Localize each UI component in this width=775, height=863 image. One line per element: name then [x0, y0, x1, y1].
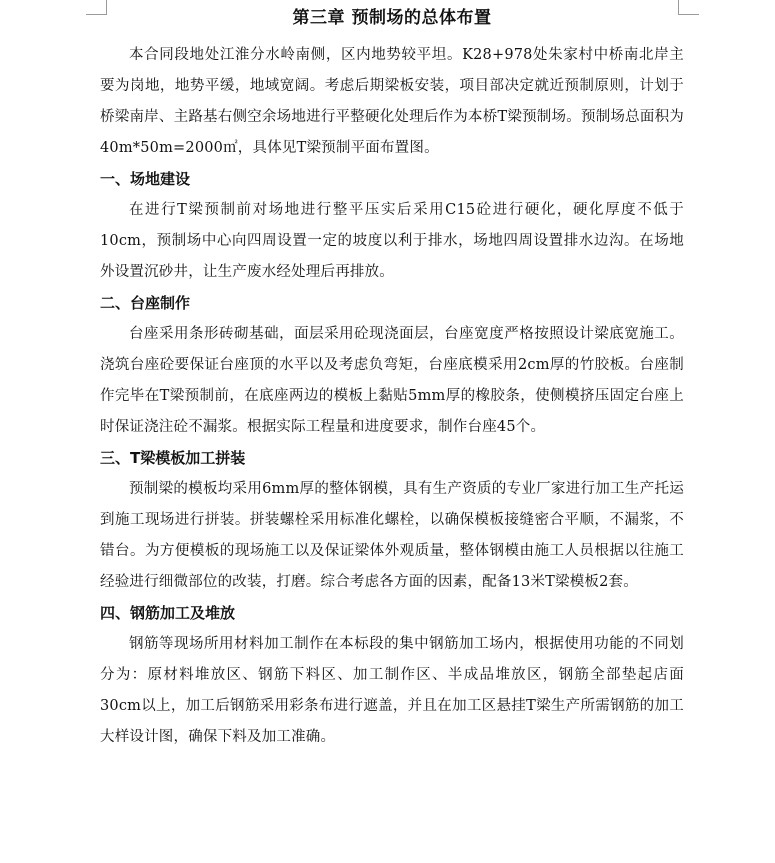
section-body-site: 在进行T梁预制前对场地进行整平压实后采用C15砼进行硬化，硬化厚度不低于10cm，预制场中心向四周设置一定的坡度以利于排水，场地四周设置排水边沟。在场地外设置沉砂井，让生产废水经处理后再排放。: [100, 202, 684, 280]
section-heading-pedestal: 二、台座制作: [100, 294, 191, 312]
chapter-title: 第三章 预制场的总体布置: [292, 8, 492, 28]
section-body-pedestal: 台座采用条形砖砌基础，面层采用砼现浇面层，台座宽度严格按照设计梁底宽施工。浇筑台座砼要保证台座顶的水平以及考虑负弯矩，台座底模采用2cm厚的竹胶板。台座制作完毕在T梁预制前，在底座两边的模板上黏贴5mm厚的橡胶条，使侧模挤压固定台座上时保证浇注砼不漏浆。根据实际工程量和进度要求，制作台座45个。: [100, 326, 684, 435]
section-heading-formwork: 三、T梁模板加工拼装: [100, 449, 246, 467]
section-heading-rebar: 四、钢筋加工及堆放: [100, 604, 236, 622]
section-body-rebar: 钢筋等现场所用材料加工制作在本标段的集中钢筋加工场内，根据使用功能的不同划分为：原材料堆放区、钢筋下料区、加工制作区、半成品堆放区，钢筋全部垫起店面30cm以上，加工后钢筋采用彩条布进行遮盖，并且在加工区悬挂T梁生产所需钢筋的加工大样设计图，确保下料及加工准确。: [100, 636, 684, 745]
section-heading-site: 一、场地建设: [100, 170, 191, 188]
section-body-formwork: 预制梁的模板均采用6mm厚的整体钢模，具有生产资质的专业厂家进行加工生产托运到施工现场进行拼装。拼装螺栓采用标准化螺栓，以确保模板接缝密合平顺，不漏浆，不错台。为方便模板的现场施工以及保证梁体外观质量，整体钢模由施工人员根据以往施工经验进行细微部位的改装，打磨。综合考虑各方面的因素，配备13米T梁模板2套。: [100, 481, 684, 590]
document-page: [100, 0, 684, 753]
intro-paragraph: 本合同段地处江淮分水岭南侧，区内地势较平坦。K28+978处朱家村中桥南北岸主要为岗地，地势平缓，地域宽阔。考虑后期梁板安装，项目部决定就近预制原则，计划于桥梁南岸、主路基右侧空余场地进行平整硬化处理后作为本桥T梁预制场。预制场总面积为40m*50m=2000㎡，具体见T梁预制平面布置图。: [100, 47, 684, 156]
